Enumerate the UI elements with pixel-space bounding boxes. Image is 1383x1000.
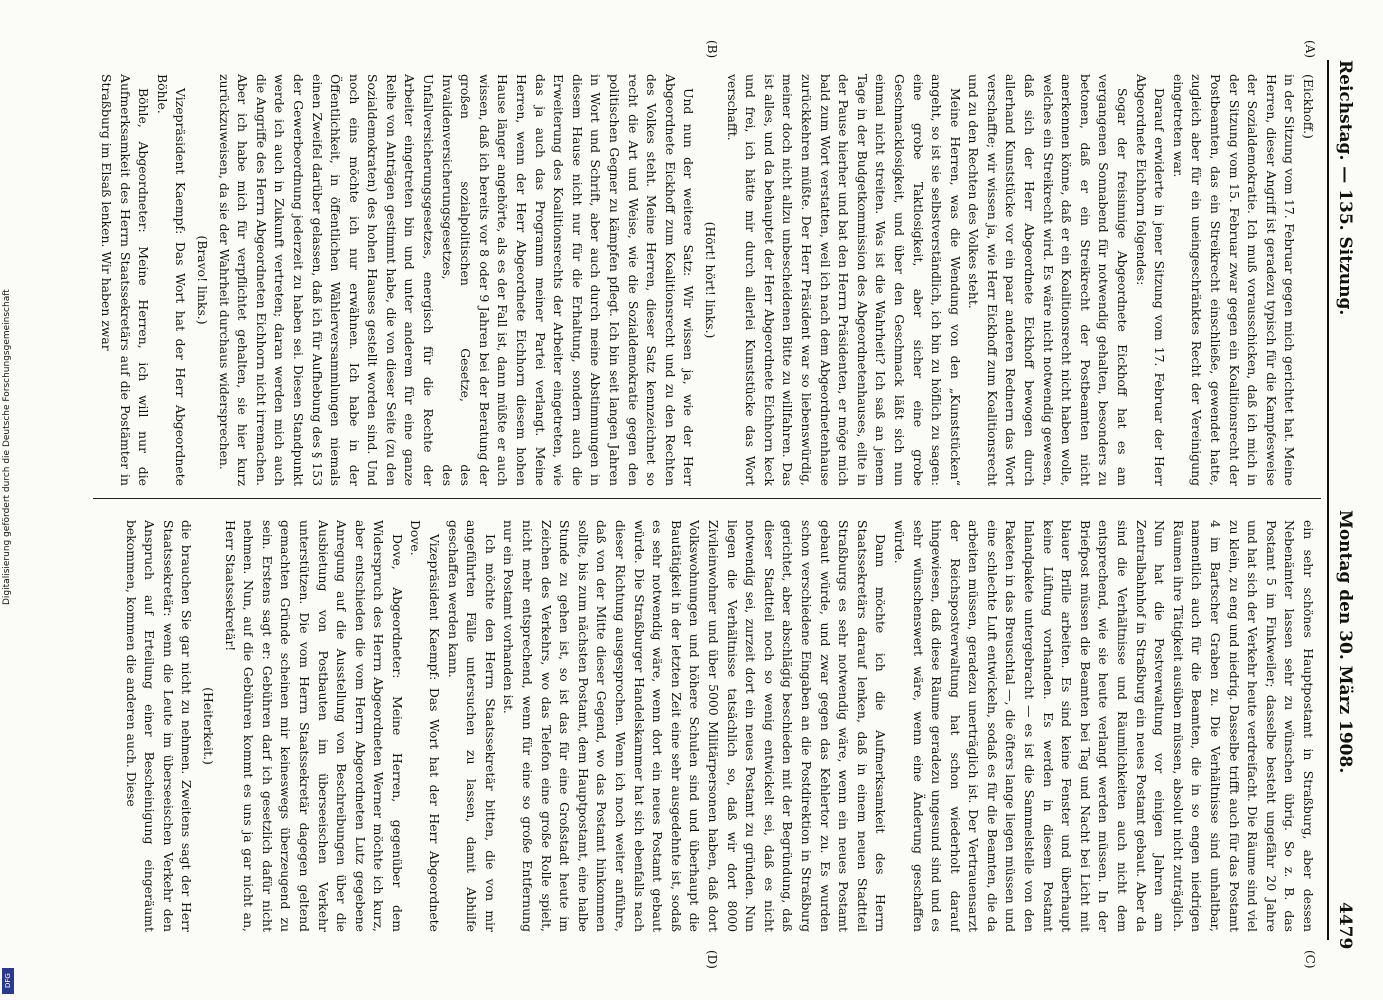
left-column-paragraph: Darauf erwiderte in jener Sitzung vom 17. Februar der Herr Abgeordnete Eichhorn folgendes: (1133, 74, 1168, 486)
margin-label-a: (A) (1303, 40, 1317, 59)
column-divider (93, 498, 1321, 499)
left-column-paragraph: (Eickhoff.) (1301, 74, 1316, 139)
dfg-logo: DFG (2, 968, 14, 994)
digitization-credit: Digitalisierung gefördert durch die Deutsche Forschungsgemeinschaft (2, 289, 12, 605)
header-center: Montag den 30. März 1908. (1335, 510, 1355, 774)
right-column-paragraph: Ich möchte den Herrn Staatssekretär bitten, die von mir angeführten Fälle untersuchen zu lassen, damit Abhilfe geschaffen werden kann. (445, 520, 498, 932)
right-text-column (97, 520, 1317, 932)
header-rule (1327, 60, 1329, 940)
left-column-paragraph: (Hört! hört! links.) (703, 221, 718, 339)
left-column-paragraph: Und nun der weitere Satz: Wir wissen ja, wie der Herr Abgeordnete Eickhoff zum Koalitionsrecht und zu den Rechten des Volkes steht. Meine Herren, dieser Satz kennzeichnet so recht die Art und Weise, wie die Sozialdemokratie gegen den politischen Gegner zu kämpfen pflegt. Ich bin seit langen Jahren in Wort und Schrift, aber auch durch meine Abstimmungen in diesem Hause nicht nur für die Erhaltung, sondern auch die Erweiterung des Koalitionsrechts der Arbeiter eingetreten, wie das ja auch das Programm meiner Partei verlangt. Meine Herren, wenn der Herr Abgeordnete Eichhorn diesem hohen Hause länger angehörte, als es der Fall ist, dann müßte er auch wissen, daß ich bereits vor 8 oder 9 Jahren bei der Beratung der großen sozialpolitischen Gesetze, des Invalidenversicherungsgesetzes, des Unfallversicherungsgesetzes, energisch für die Rechte der Arbeiter eingetreten bin und unter anderem für eine ganze Reihe von Anträgen gestimmt habe, die von dieser Seite (zu den Sozialdemokraten) des hohen Hauses gestellt worden sind. Und noch eins möchte ich nur erwähnen. Ich habe in der Öffentlichkeit, in öffentlichen Wählerversammlungen niemals einen Zweifel darüber gelassen, daß ich für Aufhebung des § 153 der Gewerbeordnung jederzeit zu haben sei. Diesen Standpunkt werde ich auch in Zukunft vertreten; daran werden mich auch die Angriffe des Herrn Abgeordneten Eichhorn nicht irremachen. Aber ich habe mich für verpflichtet gehalten, sie hier kurz zurückzuweisen, da sie der Wahrheit durchaus widersprechen. (216, 74, 697, 486)
left-text-column (97, 74, 1317, 486)
left-column-paragraph: Sogar der freisinnige Abgeordnete Eickhoff hat es am vergangenen Sonnabend für notwendig gehalten, besonders zu betonen, daß er ein Streikrecht der Postbeamten nicht anerkennen könne, daß er ein Koalitionsrecht nicht haben wolle, welches ein Streikrecht wird. Es wäre nicht notwendig gewesen, daß sich der Herr Abgeordnete Eickhoff bewogen durch allerhand Kunststücke vor ein paar anderen Rednern das Wort verschaffte; wir wissen ja, wie Herr Eickhoff zum Koalitionsrecht und zu den Rechten des Volkes steht. (966, 74, 1131, 486)
left-column-paragraph: Böhle, Abgeordneter: Meine Herren, ich will nur die Aufmerksamkeit des Herrn Staatssekretärs auf die Postämter in Straßburg im Elsaß lenken. Wir haben zwar (99, 74, 152, 486)
right-column-paragraph: Dann möchte ich die Aufmerksamkeit des Herrn Staatssekretärs darauf lenken, daß in einem neuen Stadtteil Straßburgs es sehr notwendig wäre, wenn ein neues Postamt gebaut würde, und zwar gegen das Kehlertor zu. Es wurden schon verschiedene Eingaben an die Postdirektion in Straßburg gerichtet, aber abschlägig beschieden mit der Begründung, daß dieser Stadtteil noch so wenig entwickelt sei, daß es nicht notwendig sei, zurzeit dort ein neues Postamt zu gründen. Nun liegen die Verhältnisse tatsächlich so, daß wir dort 8000 Zivileinwohner und über 5000 Militärpersonen haben, daß dort Volkswohnungen und höhere Schulen sind und überhaupt die Bautätigkeit in der letzten Zeit eine sehr ausgedehnte ist, sodaß es sehr notwendig wäre, wenn dort ein neues Postamt gebaut würde. Die Straßburger Handelskammer hat sich ebenfalls nach dieser Richtung ausgesprochen. Wenn ich noch weiter anführe, daß von der Mitte dieser Gegend, wo das Postamt hinkommen sollte, bis zum nächsten Postamt, dem Hauptpostamt, eine halbe Stunde zu gehen ist, so ist das für eine Großstadt heute im Zeichen des Verkehrs, wo das Telefon eine große Rolle spielt, nicht mehr entsprechend, wenn für eine so große Entfernung nur ein Postamt vorhanden ist. (501, 520, 889, 932)
right-column-paragraph: Vizepräsident Kaempf: Das Wort hat der Herr Abgeordnete Dove. (408, 520, 443, 932)
header-left: Reichstag. — 135. Sitzung. (1335, 60, 1355, 316)
right-column-paragraph: ein sehr schönes Hauptpostamt in Straßburg, aber dessen Nebenämter lassen sehr zu wünschen übrig. So z. B. das Postamt 5 im Finkweiler; dasselbe besteht ungefähr 20 Jahre und hat sich der Verkehr heute verdreifacht. Die Räume sind viel zu klein, zu eng und niedrig. Dasselbe trifft auch für das Postamt 4 im Bartscher Graben zu. Die Verhältnisse sind unhaltbar, namentlich auch für die Beamten, die in so engen niedrigen Räumen ihre Tätigkeit ausüben müssen, absolut nicht zuträglich. Nun hat die Postverwaltung vor einigen Jahren am Zentralbahnhof in Straßburg ein neues Postamt gebaut. Aber da sind die Verhältnisse und Räumlichkeiten auch nicht dem entsprechend, wie sie heute verlangt werden müssen. In der Briefpost müssen die Beamten bei Tag und Nacht bei Licht mit blauer Brille arbeiten. Es sind keine Fenster und überhaupt keine Lüftung vorhanden. Es werden in diesem Postamt Inlandpakete untergebracht — es ist die Sammelstelle von den Paketen in das Breuschtal —, die öfters lange liegen müssen und eine schlechte Luft entwickeln, sodaß es für die Beamten, die da arbeiten müssen, geradezu unerträglich ist. Der Vertrauensarzt der Reichspostverwaltung hat schon wiederholt darauf hingewiesen, daß diese Räume geradezu ungesund sind und es sehr wünschenswert wäre, wenn eine Änderung geschaffen würde. (891, 520, 1316, 932)
right-column-paragraph: Dove, Abgeordneter: Meine Herren, gegenüber dem Widerspruch des Herrn Abgeordneten Werner möchte ich kurz, aber entschieden die vom Herrn Abgeordneten Lutz gegebene Anregung auf die Ausstellung von Beschreibungen über die Ausbietung von Postbauten im überseeischen Verkehr unterstützen. Die vom Herrn Staatssekretär dagegen geltend gemachten Gründe scheinen mir keineswegs überzeugend zu sein. Erstens sagt er: Gebühren darf ich gesetzlich dafür nicht nehmen. Nun, auf die Gebühren kommt es uns ja gar nicht an, Herr Staatssekretär! (222, 520, 405, 932)
margin-label-b: (B) (705, 40, 719, 59)
page-header (1331, 60, 1355, 950)
left-column-paragraph: in der Sitzung vom 17. Februar gegen mich gerichtet hat. Meine Herren, dieser Angriff ist geradezu typisch für die Kampfesweise der Sozialdemokratie. Ich muß vorausschicken, daß ich mich in der Sitzung vom 15. Februar zwar gegen ein Koalitionsrecht der Postbeamten, das ein Streikrecht einschließe, gewendet hatte, zugleich aber für ein uneingeschränktes Recht der Vereinigung eingetreten war. (1170, 74, 1298, 486)
margin-label-d: (D) (705, 950, 719, 969)
right-column-paragraph: (Heiterkeit.) (200, 687, 216, 765)
margin-label-c: (C) (1303, 950, 1317, 969)
left-column-paragraph: Meine Herren, was die Wendung von den „Kunststücken“ angeht, so ist sie selbstverständlich, ich bin zu höflich zu sagen: eine grobe Taktlosigkeit, aber sicher eine grobe Geschmacklosigkeit, und über den Geschmack läßt sich nun einmal nicht streiten. Was ist die Wahrheit? Ich saß an jenem Tage in der Budgetkommission des Abgeordnetenhauses, eilte in der Pause hierher und bat den Herrn Präsidenten, er möge mich bald zum Wort verstatten, weil ich nach dem Abgeordnetenhause zurückkehren müßte. Der Herr Präsident war so liebenswürdig, meiner doch nicht allzu unbescheidenen Bitte zu willfahren. Das ist alles, und da behauptet der Herr Abgeordnete Eichhorn keck und frei, ich hätte mir durch allerlei Kunststücke das Wort verschafft. (724, 74, 963, 486)
right-column-paragraph: die brauchen Sie gar nicht zu nehmen. Zweitens sagt der Herr Staatssekretär: wenn die Leute im überseeischen Verkehr den Anspruch auf Erteilung einer Bescheinigung eingeräumt bekommen, kommen die anderen auch. Diese (123, 520, 195, 932)
left-column-paragraph: Vizepräsident Kaempf: Das Wort hat der Herr Abgeordnete Böhle. (154, 74, 189, 486)
left-column-paragraph: (Bravo! links.) (194, 235, 210, 325)
page-number: 4479 (1335, 902, 1355, 950)
